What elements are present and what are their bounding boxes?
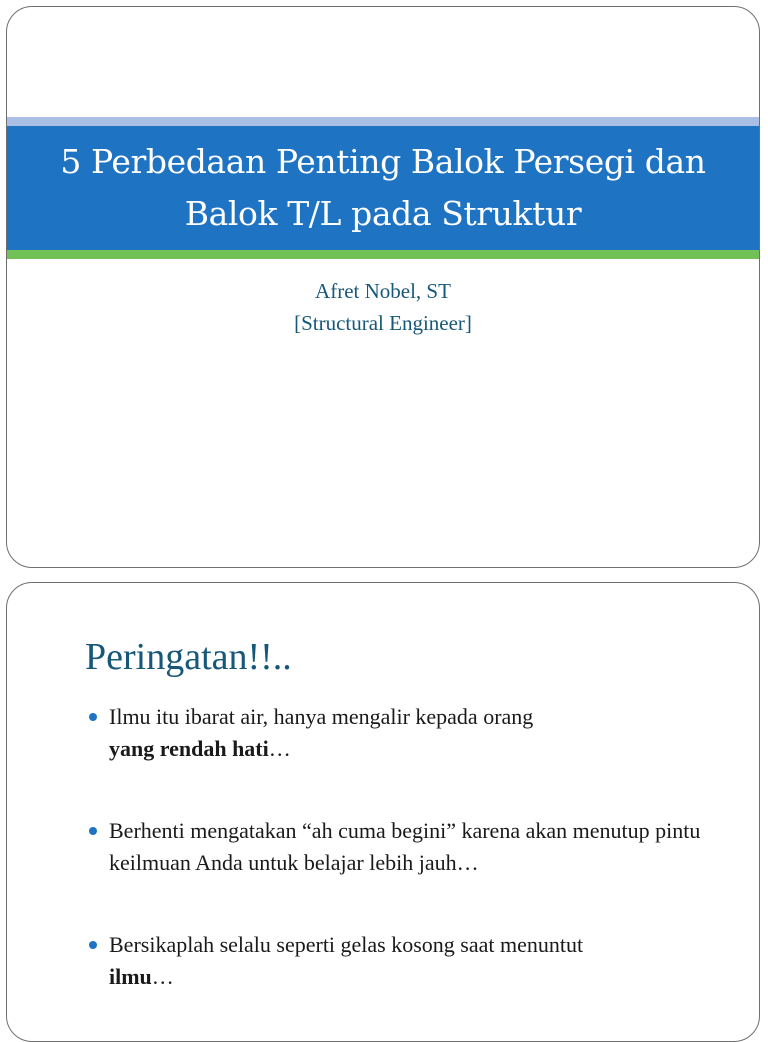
content-slide — [6, 582, 760, 1042]
bullet-item — [85, 929, 725, 993]
title-slide — [6, 6, 760, 568]
title-bar — [7, 126, 759, 250]
slide-title-line-2: Balok T/L pada Struktur — [184, 194, 582, 233]
bullet-list — [85, 701, 725, 1042]
slide-title-line-1: 5 Perbedaan Penting Balok Persegi dan — [60, 142, 706, 181]
slide-title — [60, 136, 705, 240]
bullet-bold-text: ilmu — [109, 964, 152, 989]
bullet-text: Berhenti mengatakan “ah cuma begini” karena akan menutup pintu keilmuan Anda untuk belajar lebih jauh… — [109, 818, 701, 875]
bullet-tail: … — [151, 964, 174, 989]
title-bar-bottom-stripe — [7, 250, 759, 259]
bullet-text: Bersikaplah selalu seperti gelas kosong saat menuntut — [109, 932, 584, 957]
title-bar-top-stripe — [7, 117, 759, 126]
slide-heading: Peringatan!!.. — [85, 636, 292, 678]
bullet-bold-text: yang rendah hati — [109, 736, 269, 761]
bullet-dot-icon — [89, 713, 97, 721]
author-name: Afret Nobel, ST — [315, 279, 451, 303]
bullet-dot-icon — [89, 941, 97, 949]
bullet-item — [85, 701, 725, 765]
slide-subtitle — [7, 275, 759, 339]
bullet-item — [85, 815, 725, 879]
bullet-dot-icon — [89, 827, 97, 835]
author-role: [Structural Engineer] — [294, 311, 472, 335]
bullet-text: Ilmu itu ibarat air, hanya mengalir kepada orang — [109, 704, 534, 729]
bullet-tail: … — [268, 736, 291, 761]
